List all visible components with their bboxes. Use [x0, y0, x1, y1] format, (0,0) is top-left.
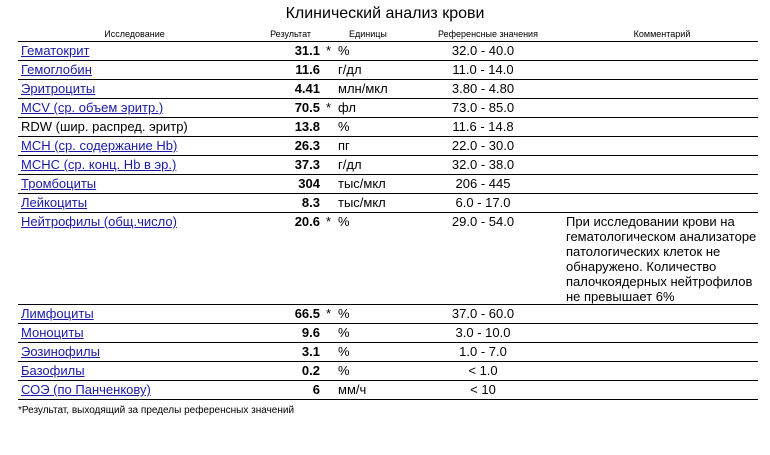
unit-cell: %	[335, 305, 410, 324]
reference-range: 73.0 - 85.0	[410, 99, 566, 118]
test-name-cell	[18, 118, 251, 137]
result-value: 31.1	[251, 42, 322, 61]
comment-cell	[566, 362, 758, 381]
result-value: 6	[251, 381, 322, 400]
test-name-cell	[18, 194, 251, 213]
table-row	[18, 343, 758, 362]
out-of-range-flag	[322, 362, 335, 381]
test-name-link[interactable]: Нейтрофилы (общ.число)	[21, 214, 177, 229]
header-units: Единицы	[335, 27, 410, 42]
out-of-range-flag: *	[322, 42, 335, 61]
reference-range: 206 - 445	[410, 175, 566, 194]
result-value: 9.6	[251, 324, 322, 343]
out-of-range-flag	[322, 381, 335, 400]
table-row	[18, 305, 758, 324]
reference-range: 29.0 - 54.0	[410, 213, 566, 305]
table-row	[18, 213, 758, 305]
header-reference: Референсные значения	[410, 27, 566, 42]
unit-cell: %	[335, 324, 410, 343]
unit-cell: г/дл	[335, 61, 410, 80]
reference-range: 32.0 - 38.0	[410, 156, 566, 175]
test-name: RDW (шир. распред. эритр)	[21, 119, 188, 134]
table-row	[18, 194, 758, 213]
comment-cell	[566, 137, 758, 156]
test-name-cell	[18, 381, 251, 400]
out-of-range-flag	[322, 175, 335, 194]
reference-range: 11.0 - 14.0	[410, 61, 566, 80]
test-name-cell	[18, 42, 251, 61]
table-header-row	[18, 27, 758, 42]
results-table	[18, 27, 758, 400]
out-of-range-flag	[322, 61, 335, 80]
comment-cell	[566, 61, 758, 80]
result-value: 4.41	[251, 80, 322, 99]
result-value: 66.5	[251, 305, 322, 324]
test-name-cell	[18, 80, 251, 99]
out-of-range-flag	[322, 324, 335, 343]
comment-cell	[566, 42, 758, 61]
reference-range: < 10	[410, 381, 566, 400]
unit-cell: %	[335, 42, 410, 61]
comment-cell	[566, 80, 758, 99]
result-value: 304	[251, 175, 322, 194]
comment-cell	[566, 156, 758, 175]
reference-range: 32.0 - 40.0	[410, 42, 566, 61]
comment-cell	[566, 118, 758, 137]
test-name-link[interactable]: Эритроциты	[21, 81, 96, 96]
test-name-cell	[18, 362, 251, 381]
out-of-range-flag: *	[322, 305, 335, 324]
reference-range: 6.0 - 17.0	[410, 194, 566, 213]
out-of-range-flag	[322, 156, 335, 175]
table-row	[18, 175, 758, 194]
table-row	[18, 362, 758, 381]
header-study: Исследование	[18, 27, 251, 42]
test-name-cell	[18, 156, 251, 175]
unit-cell: %	[335, 362, 410, 381]
test-name-cell	[18, 213, 251, 305]
unit-cell: тыс/мкл	[335, 194, 410, 213]
unit-cell: пг	[335, 137, 410, 156]
result-value: 13.8	[251, 118, 322, 137]
test-name-link[interactable]: СОЭ (по Панченкову)	[21, 382, 151, 397]
result-value: 3.1	[251, 343, 322, 362]
header-result: Результат	[251, 27, 335, 42]
table-row	[18, 61, 758, 80]
test-name-link[interactable]: Тромбоциты	[21, 176, 97, 191]
test-name-cell	[18, 343, 251, 362]
comment-cell	[566, 324, 758, 343]
out-of-range-flag	[322, 118, 335, 137]
test-name-link[interactable]: Гематокрит	[21, 43, 90, 58]
out-of-range-flag: *	[322, 99, 335, 118]
out-of-range-flag	[322, 80, 335, 99]
test-name-link[interactable]: Гемоглобин	[21, 62, 92, 77]
out-of-range-flag	[322, 194, 335, 213]
footnote: *Результат, выходящий за пределы референсных значений	[18, 405, 295, 416]
out-of-range-flag	[322, 137, 335, 156]
table-row	[18, 80, 758, 99]
table-row	[18, 324, 758, 343]
result-value: 11.6	[251, 61, 322, 80]
result-value: 0.2	[251, 362, 322, 381]
test-name-cell	[18, 324, 251, 343]
test-name-cell	[18, 137, 251, 156]
table-row	[18, 137, 758, 156]
reference-range: 37.0 - 60.0	[410, 305, 566, 324]
page-title: Клинический анализ крови	[285, 5, 485, 22]
test-name-cell	[18, 99, 251, 118]
comment-cell	[566, 305, 758, 324]
test-name-link[interactable]: Базофилы	[21, 363, 85, 378]
test-name-link[interactable]: Моноциты	[21, 325, 84, 340]
result-value: 8.3	[251, 194, 322, 213]
unit-cell: %	[335, 213, 410, 305]
reference-range: < 1.0	[410, 362, 566, 381]
unit-cell: мм/ч	[335, 381, 410, 400]
unit-cell: %	[335, 343, 410, 362]
result-value: 20.6	[251, 213, 322, 305]
table-row	[18, 118, 758, 137]
unit-cell: %	[335, 118, 410, 137]
out-of-range-flag	[322, 343, 335, 362]
reference-range: 22.0 - 30.0	[410, 137, 566, 156]
reference-range: 1.0 - 7.0	[410, 343, 566, 362]
reference-range: 3.80 - 4.80	[410, 80, 566, 99]
comment-cell: При исследовании крови на гематологическом анализаторе патологических клеток не обнаружено. Количество палочкоядерных нейтрофилов не превышает 6%	[566, 214, 757, 304]
reference-range: 3.0 - 10.0	[410, 324, 566, 343]
unit-cell: млн/мкл	[335, 80, 410, 99]
result-value: 70.5	[251, 99, 322, 118]
unit-cell: г/дл	[335, 156, 410, 175]
comment-cell	[566, 343, 758, 362]
out-of-range-flag: *	[322, 213, 335, 305]
test-name-cell	[18, 61, 251, 80]
header-comment: Комментарий	[566, 27, 758, 42]
test-name-link[interactable]: Эозинофилы	[21, 344, 100, 359]
test-name-cell	[18, 305, 251, 324]
test-name-link[interactable]: MCHC (ср. конц. Hb в эр.)	[21, 157, 177, 172]
comment-cell	[566, 381, 758, 400]
test-name-link[interactable]: MCV (ср. объем эритр.)	[21, 100, 164, 115]
table-row	[18, 99, 758, 118]
unit-cell: фл	[335, 99, 410, 118]
unit-cell: тыс/мкл	[335, 175, 410, 194]
table-row	[18, 156, 758, 175]
results-body	[18, 42, 758, 400]
result-value: 37.3	[251, 156, 322, 175]
comment-cell	[566, 194, 758, 213]
test-name-link[interactable]: Лейкоциты	[21, 195, 88, 210]
test-name-link[interactable]: MCH (ср. содержание Hb)	[21, 138, 178, 153]
comment-cell	[566, 175, 758, 194]
table-row	[18, 381, 758, 400]
comment-cell	[566, 99, 758, 118]
table-row	[18, 42, 758, 61]
test-name-cell	[18, 175, 251, 194]
test-name-link[interactable]: Лимфоциты	[21, 306, 94, 321]
result-value: 26.3	[251, 137, 322, 156]
reference-range: 11.6 - 14.8	[410, 118, 566, 137]
